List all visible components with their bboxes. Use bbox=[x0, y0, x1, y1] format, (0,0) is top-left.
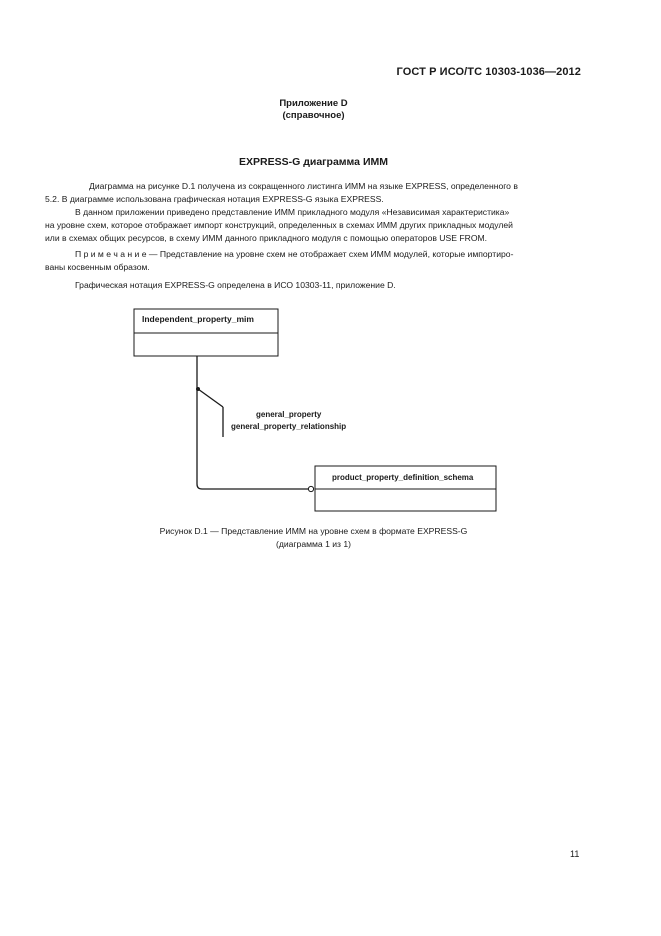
figure-caption-sub: (диаграмма 1 из 1) bbox=[275, 539, 352, 549]
note-label: П р и м е ч а н и е — bbox=[75, 249, 158, 259]
bottom-schema-box bbox=[315, 466, 496, 511]
bottom-box-label: product_property_definition_schema bbox=[332, 473, 474, 482]
page-number: 11 bbox=[570, 849, 580, 859]
reference-label-2: general_property_relationship bbox=[231, 422, 347, 431]
paragraph-1-line-1: Диаграмма на рисунке D.1 получена из сокращенного листинга ИММ на языке EXPRESS, определенного в bbox=[89, 181, 518, 191]
note-line-1: Представление на уровне схем не отображает схем ИММ модулей, которые импортиро- bbox=[157, 249, 514, 259]
paragraph-1-line-2: 5.2. В диаграмме использована графическая нотация EXPRESS-G языка EXPRESS. bbox=[45, 194, 384, 204]
top-box-label: Independent_property_mim bbox=[142, 314, 254, 324]
paragraph-2-line-2: на уровне схем, которое отображает импорт конструкций, определенных в схемах ИММ других прикладных модулей bbox=[45, 220, 513, 230]
section-title: EXPRESS-G диаграмма ИММ bbox=[239, 156, 388, 168]
figure-caption: Рисунок D.1 — Представление ИММ на уровне схем в формате EXPRESS-G bbox=[159, 526, 468, 536]
appendix-title: Приложение D bbox=[279, 98, 348, 109]
paragraph-4-text: Графическая нотация EXPRESS-G определена в ИСО 10303-11, приложение D. bbox=[75, 280, 396, 290]
reference-label-1: general_property bbox=[256, 410, 322, 419]
note-line-2: ваны косвенным образом. bbox=[45, 262, 150, 272]
reference-circle-icon bbox=[308, 486, 313, 491]
paragraph-2-line-1: В данном приложении приведено представление ИММ прикладного модуля «Независимая характеристика» bbox=[75, 207, 510, 217]
paragraph-2-line-3: или в схемах общих ресурсов, в схему ИММ данного прикладного модуля с помощью операторов USE FROM. bbox=[45, 233, 488, 243]
top-schema-box bbox=[134, 309, 278, 356]
document-standard-number: ГОСТ Р ИСО/ТС 10303-1036—2012 bbox=[396, 66, 581, 78]
appendix-subtitle: (справочное) bbox=[282, 110, 345, 121]
